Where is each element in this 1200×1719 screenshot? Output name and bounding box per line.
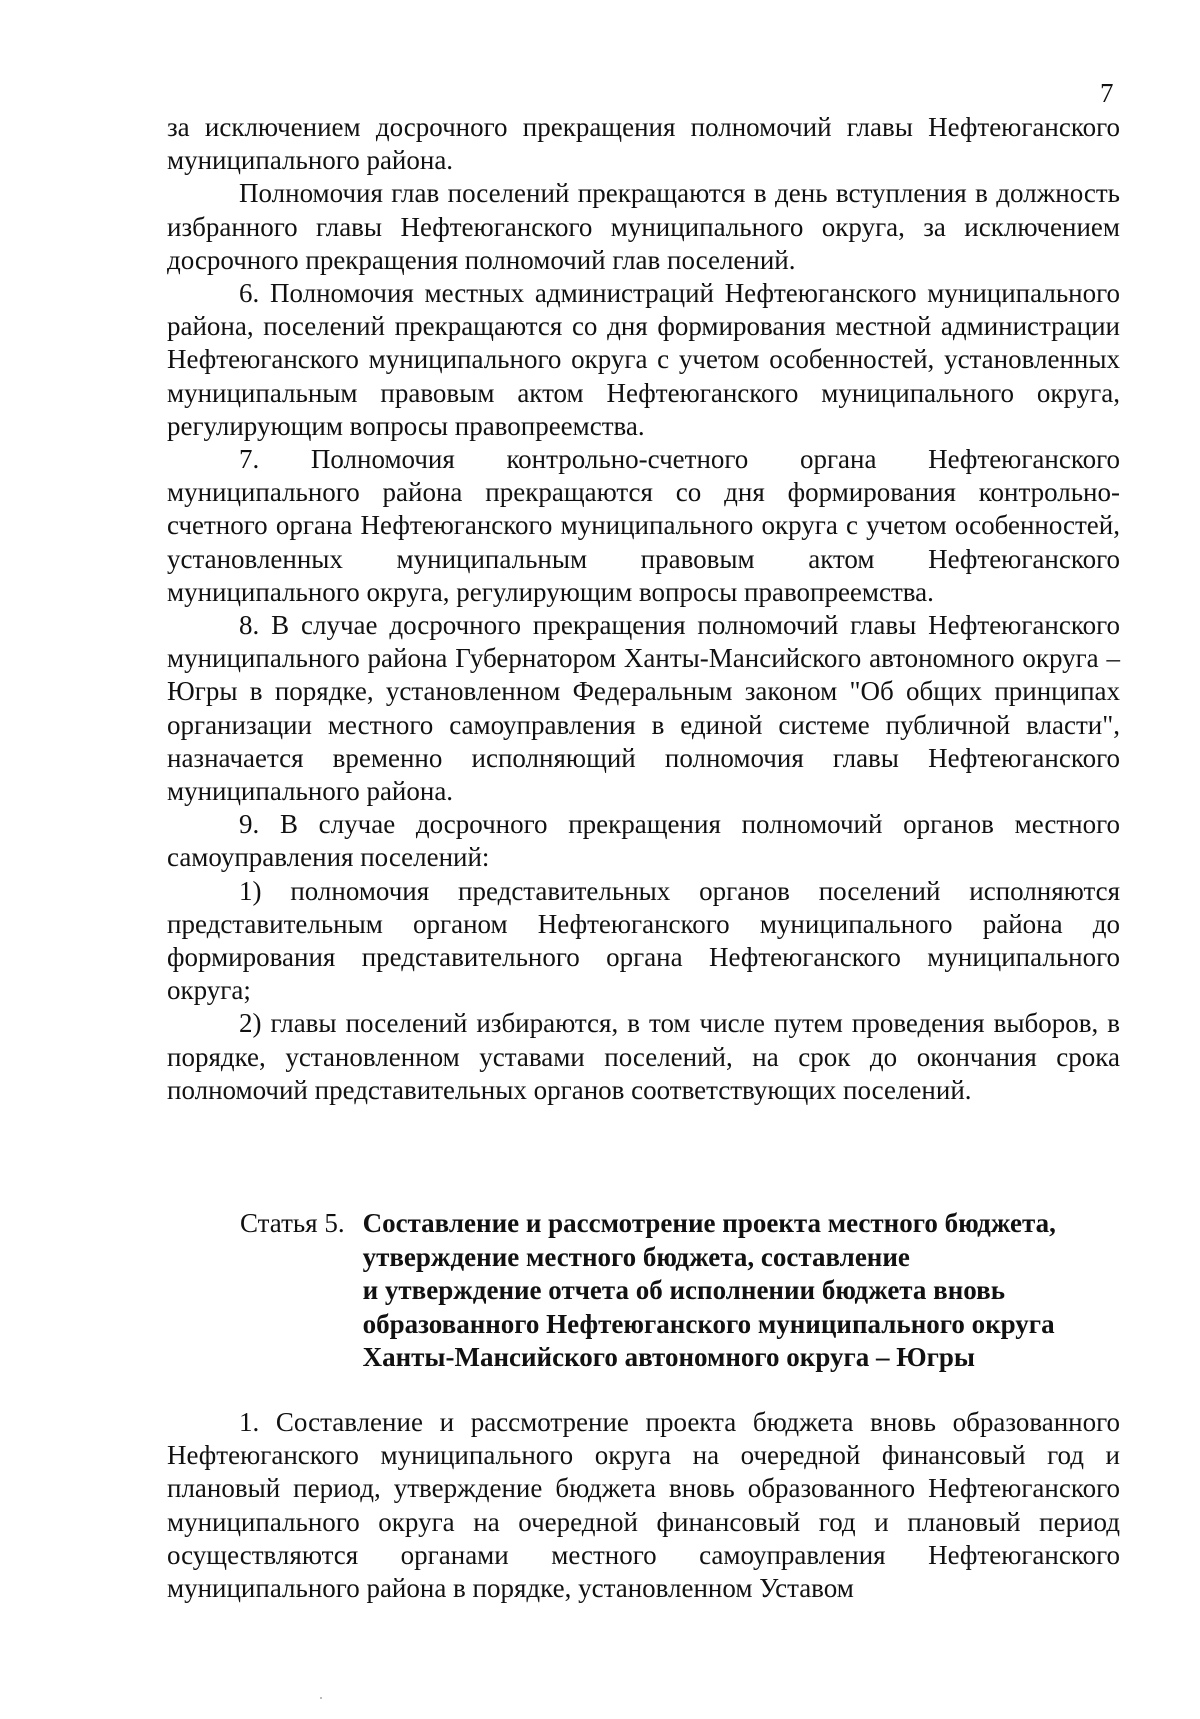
paragraph-subitem-1: 1) полномочия представительных органов поселений исполняются представительным органом Нефтеюганского муниципального района до формирования представительного органа Нефтеюганского муниципального округа; [167,875,1120,1006]
article-title-line: образованного Нефтеюганского муниципального округа [362,1308,1055,1339]
article-title-line: Ханты-Мансийского автономного округа – Югры [362,1342,976,1372]
article-title [363,1207,1120,1375]
article-number: Статья 5. [240,1208,345,1238]
paragraph-subitem-2: 2) главы поселений избираются, в том числе путем проведения выборов, в порядке, установленном уставами поселений, на срок до окончания срока полномочий представительных органов соответствующих поселений. [167,1008,1120,1105]
page-number: 7 [1100,78,1114,108]
paragraph-item-9: 9. В случае досрочного прекращения полномочий органов местного самоуправления поселений: [167,809,1120,873]
paragraph-continuation: за исключением досрочного прекращения полномочий главы Нефтеюганского муниципального района. [167,112,1120,176]
body-text [167,111,1120,1107]
article-body [167,1406,1120,1605]
paragraph-item-6: 6. Полномочия местных администраций Нефтеюганского муниципального района, поселений прекращаются со дня формирования местной администрации Нефтеюганского муниципального округа с учетом особенностей, установленных муниципальным правовым актом Нефтеюганского муниципального округа, регулирующим вопросы правопреемства. [167,278,1120,441]
scan-artifact [320,1697,322,1699]
article-title-line: и утверждение отчета об исполнении бюджета вновь [362,1275,1005,1305]
article-paragraph-1: 1. Составление и рассмотрение проекта бюджета вновь образованного Нефтеюганского муниципального округа на очередной финансовый год и плановый период, утверждение бюджета вновь образованного Нефтеюганского муниципального округа на очередной финансовый год и плановый период осуществляются органами местного самоуправления Нефтеюганского муниципального района в порядке, установленном Уставом [167,1407,1120,1604]
paragraph-item-8: 8. В случае досрочного прекращения полномочий главы Нефтеюганского муниципального района Губернатором Ханты-Мансийского автономного округа – Югры в порядке, установленном Федеральным законом "Об общих принципах организации местного самоуправления в единой системе публичной власти", назначается временно исполняющий полномочия главы Нефтеюганского муниципального района. [167,610,1120,807]
article-title-line: Составление и рассмотрение проекта местного бюджета, [362,1208,1056,1238]
paragraph-item-7: 7. Полномочия контрольно-счетного органа Нефтеюганского муниципального района прекращаются со дня формирования контрольно-счетного органа Нефтеюганского муниципального округа с учетом особенностей, установленных муниципальным правовым актом Нефтеюганского муниципального округа, регулирующим вопросы правопреемства. [167,444,1120,607]
paragraph-heads-term: Полномочия глав поселений прекращаются в день вступления в должность избранного главы Нефтеюганского муниципального округа, за исключением досрочного прекращения полномочий глав поселений. [167,178,1120,275]
article-heading [240,1207,1120,1375]
article-title-line: утверждение местного бюджета, составление [362,1241,910,1272]
